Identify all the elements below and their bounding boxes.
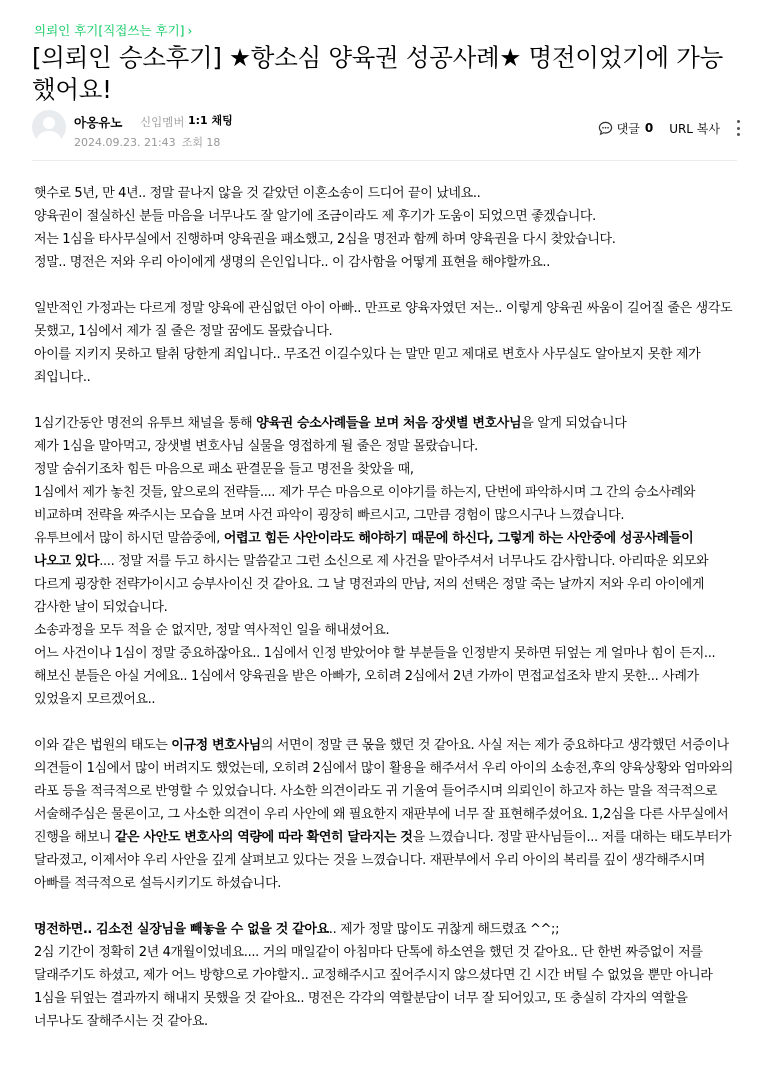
chevron-right-icon: ›	[187, 24, 193, 38]
post-title: [의뢰인 승소후기] ★항소심 양육권 성공사례★ 명전이었기에 가능했어요!	[32, 43, 723, 104]
body-paragraph	[34, 918, 734, 941]
text-run: 이와 같은 법원의 태도는	[34, 738, 172, 753]
bold-text: 명전하면.. 김소전 실장님을 빼놓을 수 없을 것 같아요	[34, 922, 329, 937]
text-run: 유투브에서 많이 하시던 말씀중에,	[34, 531, 224, 546]
blank-line	[34, 389, 734, 412]
bold-text: 양육권 승소사례들을 보며 처음 장샛별 변호사님	[256, 416, 522, 431]
text-run: 을 느꼈습니다. 정말 판사님들이... 저를 대하는 태도부터가 달라졌고, 이제서야 우리 사안을 깊게 살펴보고 있다는 것을 느꼈습니다. 재판부에서 우리 아이의 복리를 깊이 생각해주시며 아빠를 적극적으로 설득시키기도 하셨습니다.	[34, 830, 736, 891]
body-paragraph: 소송과정을 모두 적을 순 없지만, 정말 역사적인 일을 해내셨어요.	[34, 623, 390, 638]
author-info	[32, 110, 742, 150]
body-paragraph: 양육권이 절실하신 분들 마음을 너무나도 잘 알기에 조금이라도 제 후기가 도움이 되었으면 좋겠습니다.	[34, 209, 596, 224]
one-to-one-chat-button[interactable]: 1:1 채팅	[188, 114, 233, 127]
body-paragraph: 햇수로 5년, 만 4년.. 정말 끝나지 않을 것 같았던 이혼소송이 드디어 끝이 났네요..	[34, 186, 481, 201]
blank-line	[34, 274, 734, 297]
text-run: 을 알게 되었습니다	[521, 416, 627, 431]
url-copy-button[interactable]: URL 복사	[669, 121, 720, 136]
body-paragraph: 어느 사건이나 1심이 정말 중요하잖아요.. 1심에서 인정 받았어야 할 부분들을 인정받지 못하면 뒤엎는 게 얼마나 힘이 든지... 해보신 분들은 아실 거에요.. 1심에서 양육권을 받은 아빠가, 오히려 2심에서 2년 가까이 면접교섭조차 받지 못한... 사례가 있었을지 모르겠어요..	[34, 646, 720, 707]
text-run: .... 정말 저를 두고 하시는 말씀같고 그런 소신으로 제 사건을 맡아주셔서 너무나도 감사합니다. 아리따운 외모와 다르게 굉장한 전략가이시고 승부사이신 것 같아요. 그 날 명전과의 만남, 저의 선택은 정말 죽는 날까지 저와 우리 아이에게 감사한 날이 되었습니다.	[34, 554, 713, 615]
body-paragraph	[34, 527, 734, 619]
post-body	[34, 182, 737, 1033]
blank-line	[34, 711, 734, 734]
body-paragraph: 저는 1심을 타사무실에서 진행하며 양육권을 패소했고, 2심을 명전과 함께 하며 양육권을 다시 찾았습니다.	[34, 232, 616, 247]
text-run: 1심기간동안 명전의 유투브 채널을 통해	[34, 416, 257, 431]
comment-count: 0	[644, 121, 654, 135]
body-paragraph: 일반적인 가정과는 다르게 정말 양육에 관심없던 아이 아빠.. 만프로 양육자였던 저는.. 이렇게 양육권 싸움이 길어질 줄은 생각도 못했고, 1심에서 제가 질 줄은 정말 꿈에도 몰랐습니다.	[34, 301, 737, 339]
body-paragraph	[34, 412, 734, 435]
member-level: 신입멤버	[140, 115, 185, 129]
body-paragraph: 정말.. 명전은 저와 우리 아이에게 생명의 은인입니다.. 이 감사함을 어떻게 표현을 해야할까요..	[34, 255, 550, 270]
bold-text: 이규정 변호사님	[171, 738, 261, 753]
text-run: .. 제가 정말 많이도 귀찮게 해드렸죠 ^^;;	[328, 922, 560, 937]
breadcrumb-label[interactable]: 의뢰인 후기[직접쓰는 후기]	[34, 23, 185, 38]
body-paragraph	[34, 734, 737, 895]
author-nickname[interactable]: 아옹유노	[74, 115, 123, 130]
breadcrumb-cafe-board[interactable]	[34, 21, 192, 39]
body-paragraph: 아이를 지키지 못하고 탈취 당한게 죄입니다.. 무조건 이길수있다 는 말만 믿고 제대로 변호사 사무실도 알아보지 못한 제가 죄입니다..	[34, 347, 705, 385]
comment-button[interactable]	[598, 120, 654, 137]
post-meta	[74, 134, 226, 150]
view-count: 조회 18	[181, 136, 221, 149]
post-date: 2024.09.23. 21:43	[74, 136, 176, 149]
more-vertical-icon[interactable]	[734, 120, 742, 136]
post-actions	[598, 118, 742, 138]
bold-text: 같은 사안도 변호사의 역량에 따라 확연히 달라지는 것	[114, 830, 413, 845]
comment-bubble-icon	[598, 121, 613, 136]
body-paragraph: 2심 기간이 정확히 2년 4개월이었네요.... 거의 매일같이 아침마다 단톡에 하소연을 했던 것 같아요.. 단 한번 짜증없이 저를 달래주기도 하셨고, 제가 어느 방향으로 가야할지.. 교정해주시고 짚어주시지 않으셨다면 긴 시간 버틸 수 없었을 뿐만 아니라 1심을 뒤엎는 결과까지 해내지 못했을 것 같아요.. 명전은 각각의 역할분담이 너무 잘 되어있고, 또 충실히 각자의 역할을 너무나도 잘해주시는 것 같아요.	[34, 945, 717, 1029]
body-paragraph: 1심에서 제가 놓친 것들, 앞으로의 전략들.... 제가 무슨 마음으로 이야기를 하는지, 단번에 파악하시며 그 간의 승소사례와 비교하며 전략을 짜주시는 모습을 보며 사건 파악이 굉장히 빠르시고, 그만큼 경험이 많으시구나 느꼈습니다.	[34, 485, 699, 523]
user-avatar-icon[interactable]	[32, 110, 66, 144]
comment-label: 댓글	[616, 121, 640, 136]
body-paragraph: 정말 숨쉬기조차 힘든 마음으로 패소 판결문을 들고 명전을 찾았을 때,	[34, 462, 414, 477]
bold-text: 어렵고 힘든 사안이라도 해야하기 때문에 하신다, 그렇게 하는 사안중에 성공사례들이 나오고 있다	[34, 531, 698, 569]
body-paragraph: 제가 1심을 말아먹고, 장샛별 변호사님 실물을 영접하게 될 줄은 정말 몰랐습니다.	[34, 439, 478, 454]
text-run: 의 서면이 정말 큰 몫을 했던 것 같아요. 사실 저는 제가 중요하다고 생각했던 서증이나 의견들이 1심에서 많이 버려지도 했었는데, 오히려 2심에서 많이 활용을 해주셔서 우리 아이의 소송전,후의 양육상황와 엄마와의 라포 등을 적극적으로 반영할 수 있었습니다. 사소한 의견이라도 귀 기울여 들어주시며 의뢰인이 하고자 하는 말을 적극적으로 서술해주심은 물론이고, 그 사소한 의견이 우리 사안에 왜 필요한지 재판부에 너무 잘 표현해주셨어요. 1,2심을 다른 사무실에서 진행을 해보니	[34, 738, 737, 845]
blank-line	[34, 895, 734, 918]
header-divider	[32, 160, 737, 161]
